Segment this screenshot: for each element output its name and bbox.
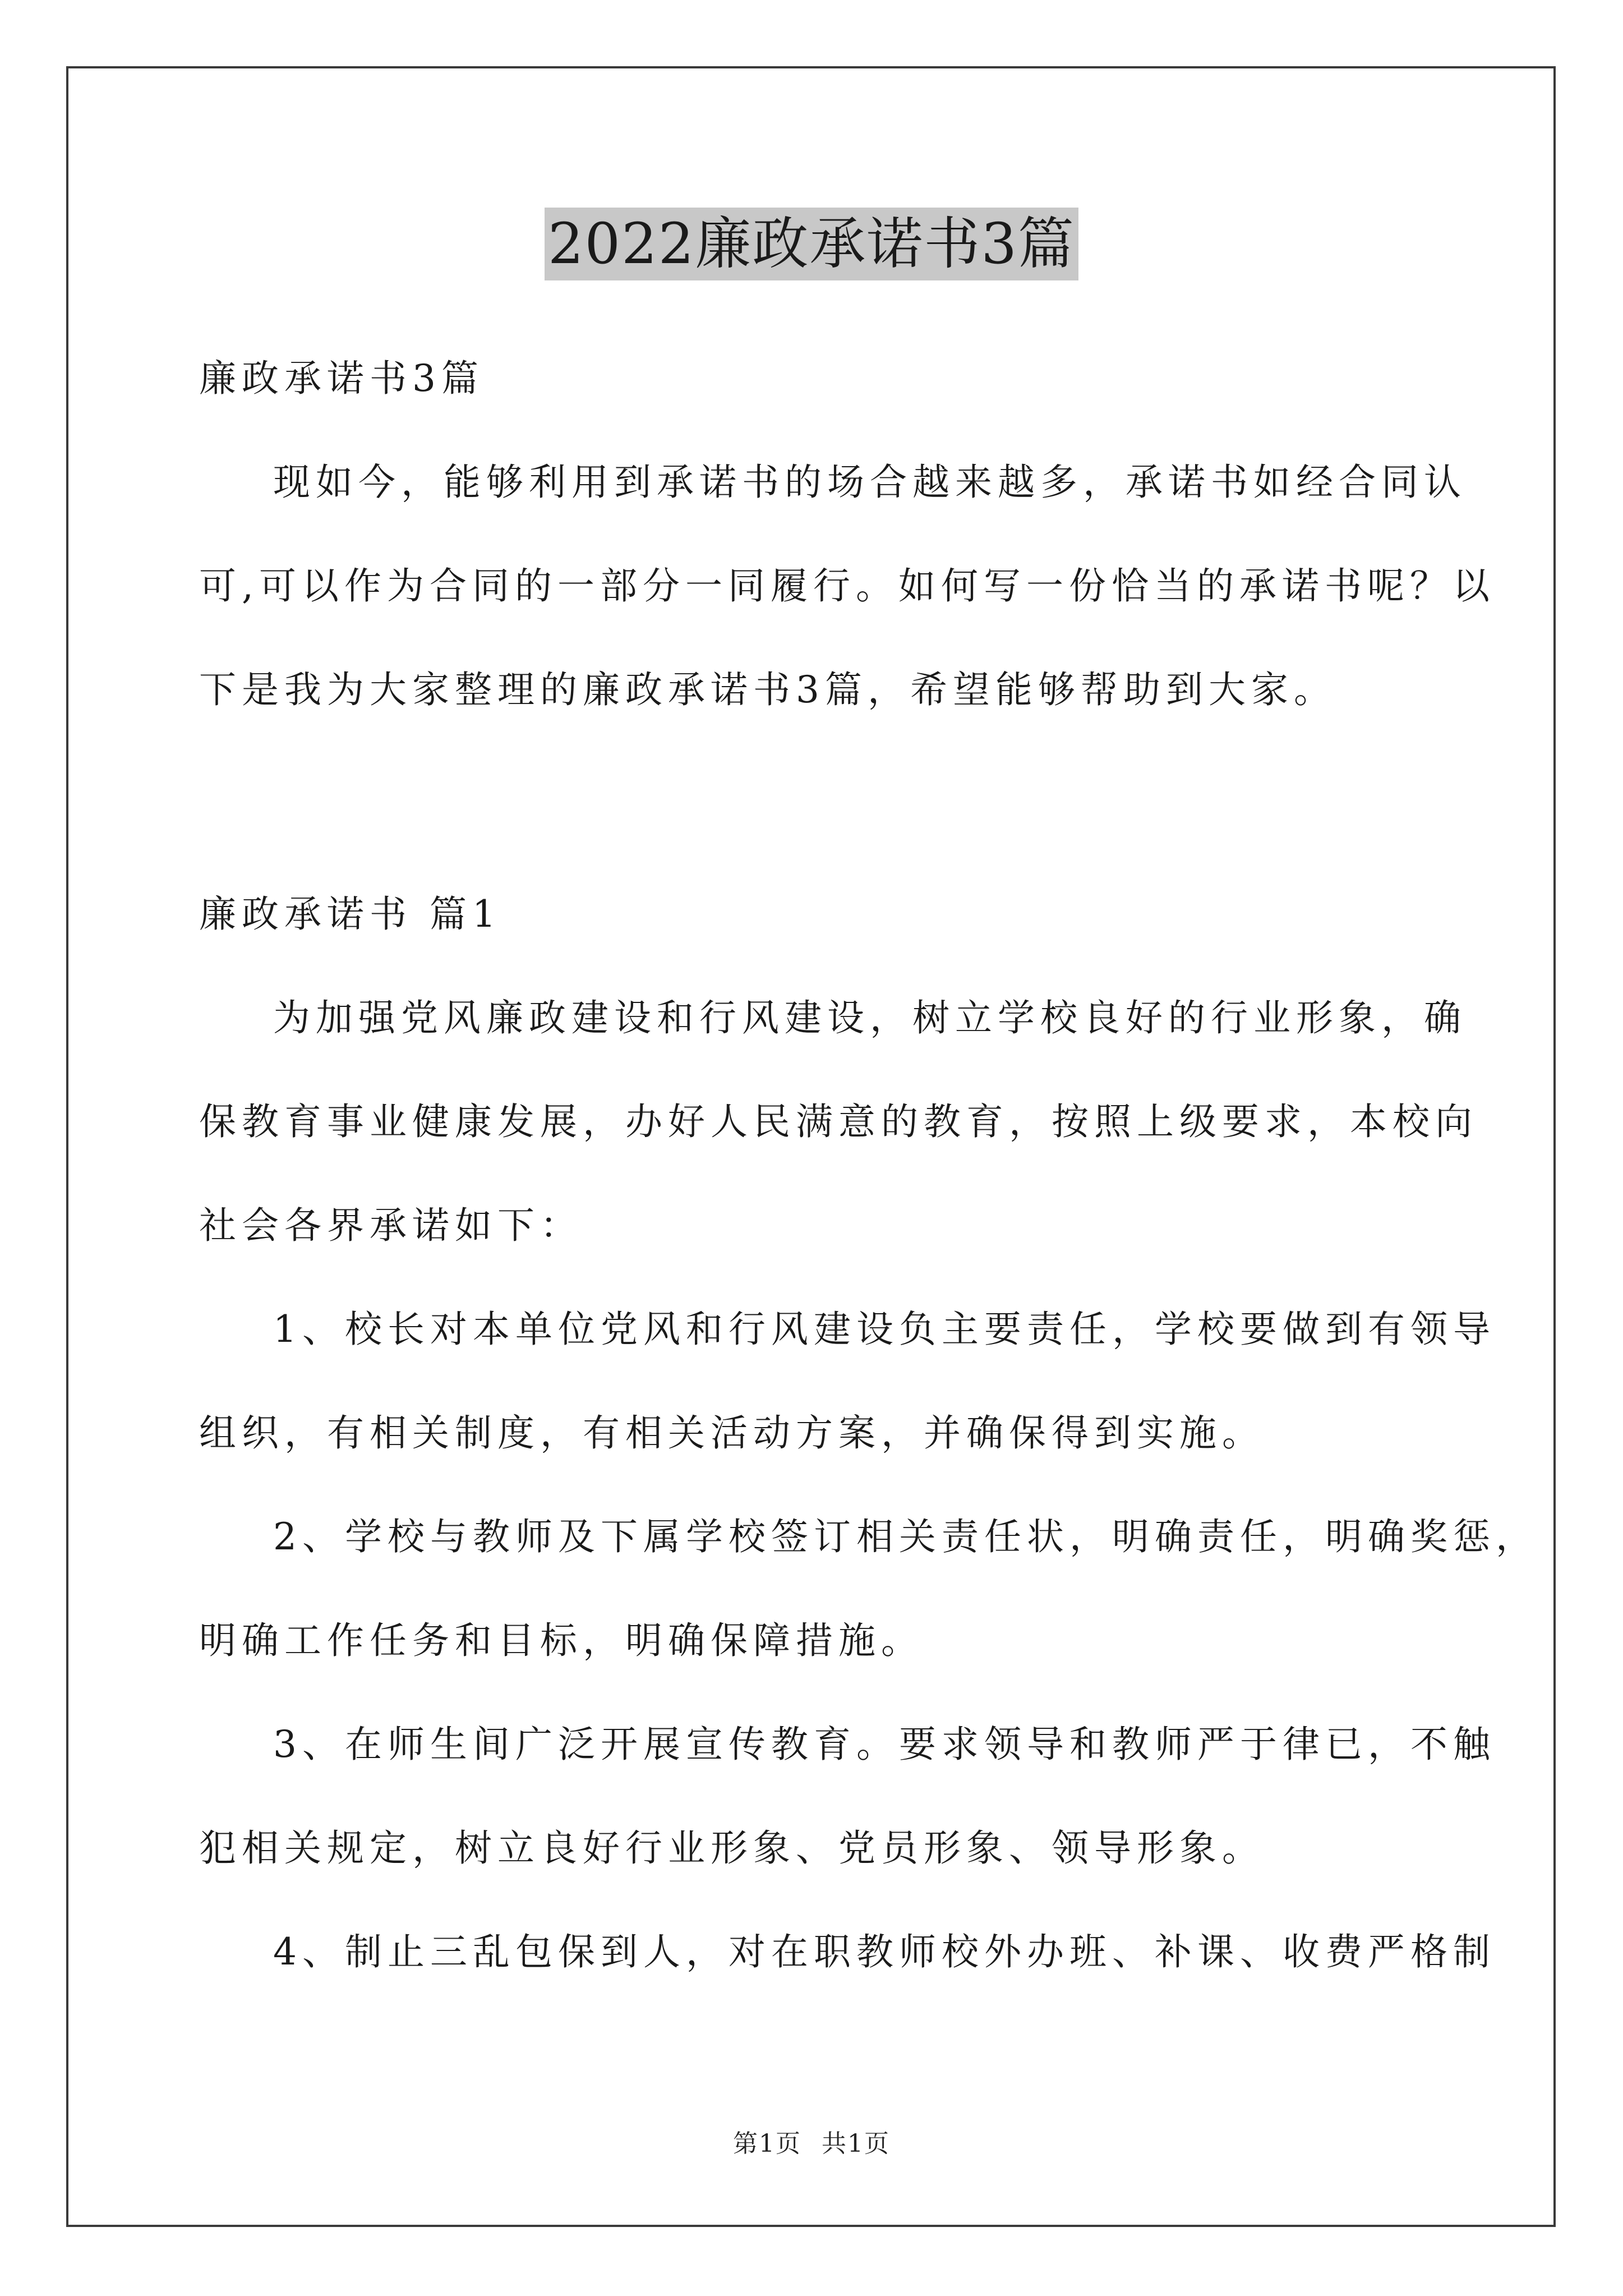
section-heading: 廉政承诺书 篇1 <box>199 892 501 936</box>
body-line: 为加强党风廉政建设和行风建设，树立学校良好的行业形象，确 <box>273 996 1467 1039</box>
intro-line: 下是我为大家整理的廉政承诺书3篇，希望能够帮助到大家。 <box>199 668 1336 711</box>
body-line: 保教育事业健康发展，办好人民满意的教育，按照上级要求，本校向 <box>199 1100 1478 1143</box>
intro-line: 现如今，能够利用到承诺书的场合越来越多，承诺书如经合同认 <box>273 461 1467 504</box>
page-number: 第1页 <box>733 2129 801 2158</box>
body-line: 4、制止三乱包保到人，对在职教师校外办班、补课、收费严格制 <box>273 1930 1496 1973</box>
page-total: 共1页 <box>822 2129 890 2158</box>
intro-line: 可,可以作为合同的一部分一同履行。如何写一份恰当的承诺书呢？以 <box>199 564 1495 608</box>
title-container <box>0 208 1623 280</box>
body-line: 1、校长对本单位党风和行风建设负主要责任，学校要做到有领导 <box>273 1308 1496 1351</box>
body-line: 2、学校与教师及下属学校签订相关责任状，明确责任，明确奖惩， <box>273 1515 1538 1558</box>
document-title: 2022廉政承诺书3篇 <box>545 208 1078 280</box>
body-line: 犯相关规定，树立良好行业形象、党员形象、领导形象。 <box>199 1826 1265 1870</box>
body-line: 3、在师生间广泛开展宣传教育。要求领导和教师严于律已，不触 <box>273 1723 1496 1766</box>
body-line: 社会各界承诺如下： <box>199 1204 583 1247</box>
body-line: 明确工作任务和目标，明确保障措施。 <box>199 1619 924 1662</box>
body-line: 组织，有相关制度，有相关活动方案，并确保得到实施。 <box>199 1411 1265 1455</box>
subtitle: 廉政承诺书3篇 <box>199 357 484 400</box>
page-footer <box>0 2127 1623 2161</box>
